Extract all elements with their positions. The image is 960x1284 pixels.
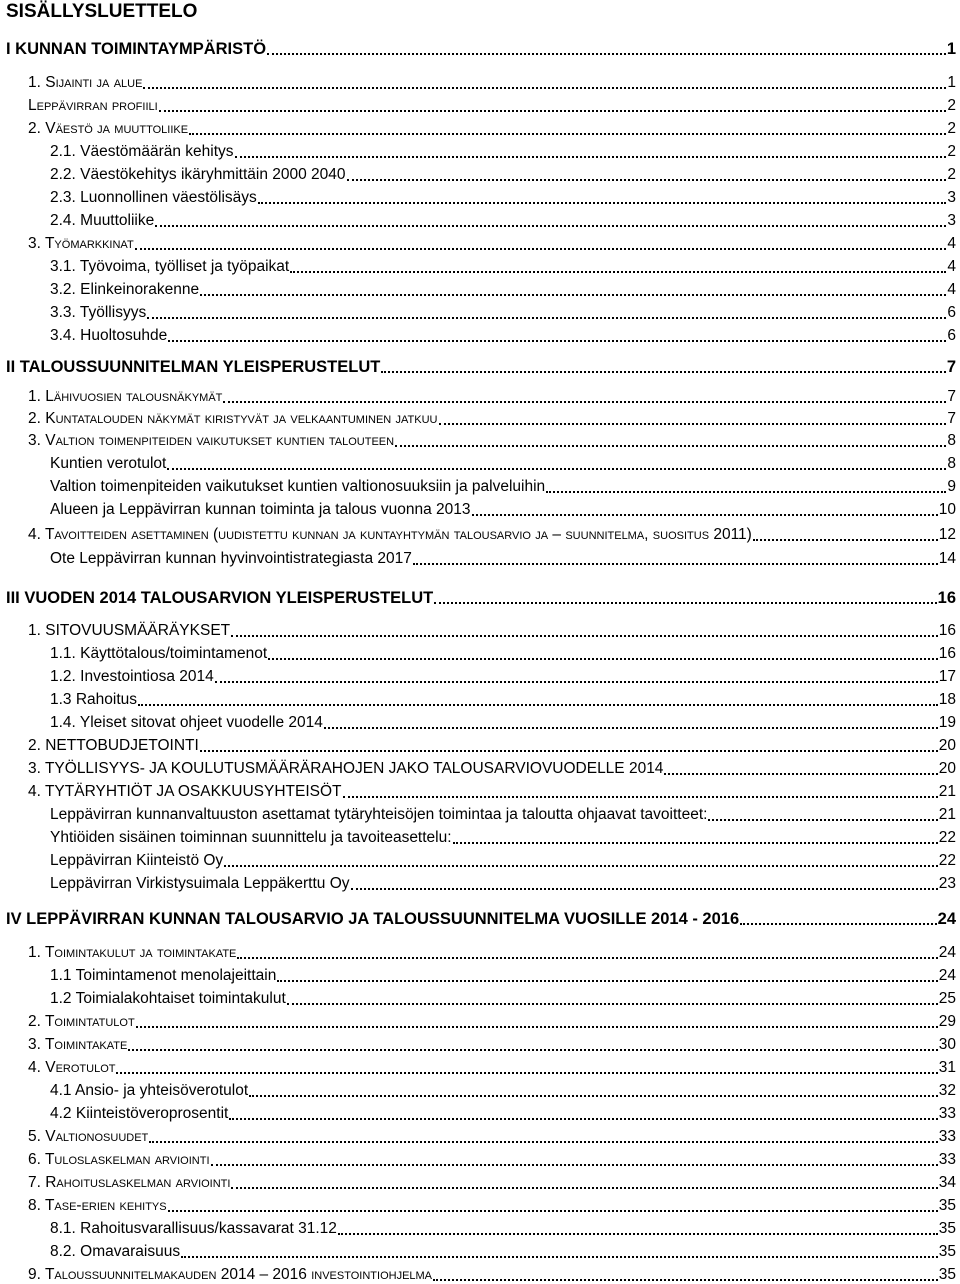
- dot-leader: [200, 746, 938, 752]
- toc-entry[interactable]: [50, 664, 956, 686]
- toc-entry-title: 4.2 Kiinteistöveroprosentit: [50, 1105, 229, 1122]
- toc-entry[interactable]: [28, 428, 956, 450]
- toc-entry[interactable]: [50, 546, 956, 568]
- dot-leader: [189, 129, 946, 135]
- toc-entry-title: 2. Toimintatulot: [28, 1013, 135, 1030]
- toc-entry-title: 3. Toimintakate: [28, 1036, 128, 1053]
- toc-page-number: 3: [947, 189, 956, 206]
- toc-page-number: 7: [946, 358, 956, 376]
- toc-entry[interactable]: [50, 1078, 956, 1100]
- dot-leader: [235, 152, 947, 158]
- toc-entry-title: 8.2. Omavaraisuus: [50, 1243, 181, 1260]
- toc-page-number: 2: [947, 97, 956, 114]
- dot-leader: [546, 487, 946, 493]
- toc-page-number: 22: [938, 829, 956, 846]
- toc-entry-title: 1. Lähivuosien talousnäkymät: [28, 388, 223, 405]
- dot-leader: [237, 953, 937, 959]
- toc-entry-title: 4. Verotulot: [28, 1059, 116, 1076]
- dot-leader: [395, 441, 946, 447]
- toc-entry-title: Alueen ja Leppävirran kunnan toiminta ja talous vuonna 2013: [50, 501, 471, 518]
- toc-entry-title: Ote Leppävirran kunnan hyvinvointistrategiasta 2017: [50, 550, 412, 567]
- toc-entry[interactable]: [50, 185, 956, 207]
- dot-leader: [434, 598, 936, 604]
- dot-leader: [135, 244, 947, 250]
- toc-entry-title: 3. TYÖLLISYYS- JA KOULUTUSMÄÄRÄRAHOJEN JAKO TALOUSARVIOVUODELLE 2014: [28, 760, 664, 777]
- dot-leader: [159, 106, 947, 112]
- toc-entry-title: Leppävirran Virkistysuimala Leppäkerttu Oy: [50, 875, 350, 892]
- toc-entry[interactable]: [50, 162, 956, 184]
- toc-entry[interactable]: [50, 986, 956, 1008]
- toc-page-number: 35: [938, 1266, 956, 1283]
- toc-page-number: 17: [938, 668, 956, 685]
- toc-entry[interactable]: [28, 93, 956, 115]
- toc-page-number: 9: [947, 478, 956, 495]
- toc-page-number: 35: [938, 1243, 956, 1260]
- toc-entry-title: 1.4. Yleiset sitovat ohjeet vuodelle 2014: [50, 714, 323, 731]
- toc-entry[interactable]: [50, 208, 956, 230]
- dot-leader: [224, 861, 938, 867]
- toc-entry[interactable]: [28, 384, 956, 406]
- dot-leader: [267, 49, 946, 55]
- toc-entry-title: 2. Kuntatalouden näkymät kiristyvät ja velkaantuminen jatkuu: [28, 410, 438, 427]
- toc-entry-title: 8.1. Rahoitusvarallisuus/kassavarat 31.12: [50, 1220, 337, 1237]
- toc-entry[interactable]: [28, 1055, 956, 1077]
- toc-entry-title: 1. Toimintakulut ja toimintakate: [28, 944, 237, 961]
- toc-entry-title: 3. Valtion toimenpiteiden vaikutukset kuntien talouteen: [28, 432, 395, 449]
- toc-page-number: 10: [938, 501, 956, 518]
- dot-leader: [381, 367, 945, 373]
- dot-leader: [413, 559, 938, 565]
- toc-page-number: 2: [947, 120, 956, 137]
- toc-section-heading[interactable]: [6, 906, 956, 928]
- toc-page-number: 21: [938, 783, 956, 800]
- toc-page-number: 3: [947, 212, 956, 229]
- dot-leader: [231, 1183, 937, 1189]
- toc-page-number: 31: [938, 1059, 956, 1076]
- toc-entry-title: 2.3. Luonnollinen väestölisäys: [50, 189, 257, 206]
- toc-entry[interactable]: [50, 963, 956, 985]
- toc-page-number: 6: [947, 304, 956, 321]
- toc-entry[interactable]: [50, 641, 956, 663]
- toc-entry[interactable]: [28, 1170, 956, 1192]
- toc-entry[interactable]: [28, 116, 956, 138]
- toc-page-number: 12: [938, 526, 956, 543]
- dot-leader: [168, 1206, 938, 1212]
- toc-entry-title: 4. Tavoitteiden asettaminen (uudistettu kunnan ja kuntayhtymän talousarvio ja – suunnitelma, suositus 2011): [28, 526, 752, 543]
- toc-entry[interactable]: [50, 1101, 956, 1123]
- dot-leader: [472, 510, 938, 516]
- toc-page-number: 18: [938, 691, 956, 708]
- toc-entry[interactable]: [28, 1032, 956, 1054]
- toc-entry[interactable]: [50, 474, 956, 496]
- toc-entry-title: 1.1 Toimintamenot menolajeittain: [50, 967, 277, 984]
- dot-leader: [223, 397, 946, 403]
- dot-leader: [149, 1137, 937, 1143]
- dot-leader: [215, 677, 938, 683]
- toc-page-number: 32: [938, 1082, 956, 1099]
- toc-page-number: 14: [938, 550, 956, 567]
- dot-leader: [664, 769, 937, 775]
- toc-page-number: 16: [938, 622, 956, 639]
- toc-entry[interactable]: [28, 1262, 956, 1284]
- toc-entry[interactable]: [50, 277, 956, 299]
- toc-entry[interactable]: [50, 871, 956, 893]
- toc-entry[interactable]: [50, 254, 956, 276]
- dot-leader: [740, 919, 937, 925]
- toc-entry-title: 3.4. Huoltosuhde: [50, 327, 168, 344]
- dot-leader: [347, 175, 947, 181]
- toc-entry-title: 3.2. Elinkeinorakenne: [50, 281, 200, 298]
- dot-leader: [168, 336, 946, 342]
- toc-page-number: 20: [938, 760, 956, 777]
- toc-entry-title: 3. Työmarkkinat: [28, 235, 134, 252]
- toc-entry[interactable]: [28, 756, 956, 778]
- toc-entry[interactable]: [28, 1193, 956, 1215]
- toc-page-number: 21: [938, 806, 956, 823]
- toc-entry[interactable]: [28, 733, 956, 755]
- dot-leader: [268, 654, 938, 660]
- toc-entry[interactable]: [50, 825, 956, 847]
- toc-page-number: 7: [947, 388, 956, 405]
- toc-entry-title: 9. Taloussuunnitelmakauden 2014 – 2016 investointiohjelma: [28, 1266, 433, 1283]
- toc-entry[interactable]: [50, 802, 956, 824]
- toc-entry-title: 1.1. Käyttötalous/toimintamenot: [50, 645, 268, 662]
- toc-entry-title: Kuntien verotulot: [50, 455, 167, 472]
- toc-page-number: 1: [947, 74, 956, 91]
- toc-entry[interactable]: [28, 1147, 956, 1169]
- toc-entry[interactable]: [50, 497, 956, 519]
- toc-page-number: 24: [937, 910, 956, 928]
- toc-section-heading[interactable]: [6, 585, 956, 607]
- dot-leader: [143, 83, 946, 89]
- dot-leader: [181, 1252, 938, 1258]
- toc-entry-title: 7. Rahoituslaskelman arviointi: [28, 1174, 231, 1191]
- toc-page-number: 24: [938, 944, 956, 961]
- toc-page-number: 1: [946, 40, 956, 58]
- toc-entry[interactable]: [28, 406, 956, 428]
- toc-entry-title: III VUODEN 2014 TALOUSARVION YLEISPERUSTELUT: [6, 589, 434, 607]
- dot-leader: [249, 1091, 938, 1097]
- toc-section-heading[interactable]: [6, 36, 956, 58]
- toc-entry-title: Valtion toimenpiteiden vaikutukset kuntien valtionosuuksiin ja palveluihin: [50, 478, 546, 495]
- toc-page-number: 33: [938, 1105, 956, 1122]
- toc-entry-title: 2. NETTOBUDJETOINTI: [28, 737, 199, 754]
- toc-page-number: 35: [938, 1220, 956, 1237]
- toc-entry[interactable]: [50, 323, 956, 345]
- toc-page-number: 25: [938, 990, 956, 1007]
- dot-leader: [155, 221, 946, 227]
- dot-leader: [338, 1229, 938, 1235]
- toc-entry[interactable]: [28, 522, 956, 544]
- toc-page-number: 2: [947, 166, 956, 183]
- toc-entry[interactable]: [50, 687, 956, 709]
- toc-page-number: 22: [938, 852, 956, 869]
- dot-leader: [211, 1160, 938, 1166]
- toc-page-number: 34: [938, 1174, 956, 1191]
- toc-entry-title: Yhtiöiden sisäinen toiminnan suunnittelu ja tavoiteasettelu:: [50, 829, 452, 846]
- toc-page-number: 2: [947, 143, 956, 160]
- toc-page-number: 24: [938, 967, 956, 984]
- dot-leader: [116, 1068, 937, 1074]
- dot-leader: [229, 1114, 937, 1120]
- toc-entry[interactable]: [28, 231, 956, 253]
- dot-leader: [290, 267, 946, 273]
- toc-entry-title: 3.1. Työvoima, työlliset ja työpaikat: [50, 258, 290, 275]
- toc-entry-title: 3.3. Työllisyys: [50, 304, 147, 321]
- dot-leader: [138, 700, 938, 706]
- dot-leader: [439, 419, 947, 425]
- toc-page-number: 6: [947, 327, 956, 344]
- toc-entry[interactable]: [28, 940, 956, 962]
- toc-entry[interactable]: [50, 451, 956, 473]
- toc-page-number: 30: [938, 1036, 956, 1053]
- toc-entry[interactable]: [50, 139, 956, 161]
- toc-entry-title: 5. Valtionosuudet: [28, 1128, 149, 1145]
- toc-entry[interactable]: [50, 300, 956, 322]
- toc-title: SISÄLLYSLUETTELO: [6, 1, 198, 22]
- toc-section-heading[interactable]: [6, 354, 956, 376]
- toc-entry[interactable]: [50, 848, 956, 870]
- toc-page-number: 20: [938, 737, 956, 754]
- dot-leader: [453, 838, 938, 844]
- toc-page-number: 19: [938, 714, 956, 731]
- toc-entry-title: 1.2 Toimialakohtaiset toimintakulut: [50, 990, 286, 1007]
- toc-entry-title: I KUNNAN TOIMINTAYMPÄRISTÖ: [6, 40, 267, 58]
- dot-leader: [231, 631, 938, 637]
- toc-entry[interactable]: [28, 70, 956, 92]
- toc-entry-title: 2. Väestö ja muuttoliike: [28, 120, 189, 137]
- toc-entry[interactable]: [28, 1124, 956, 1146]
- dot-leader: [147, 313, 946, 319]
- dot-leader: [128, 1045, 937, 1051]
- toc-entry[interactable]: [28, 1009, 956, 1031]
- toc-entry[interactable]: [28, 779, 956, 801]
- toc-entry-title: 1.3 Rahoitus: [50, 691, 138, 708]
- dot-leader: [753, 535, 938, 541]
- toc-entry-title: Leppävirran Kiinteistö Oy: [50, 852, 224, 869]
- toc-entry-title: 1. SITOVUUSMÄÄRÄYKSET: [28, 622, 231, 639]
- dot-leader: [136, 1022, 938, 1028]
- toc-entry-title: 1. Sijainti ja alue: [28, 74, 143, 91]
- toc-page-number: 23: [938, 875, 956, 892]
- toc-entry-title: Leppävirran profiili: [28, 97, 158, 114]
- dot-leader: [324, 723, 938, 729]
- toc-page-number: 8: [947, 455, 956, 472]
- dot-leader: [258, 198, 947, 204]
- toc-entry-title: 2.4. Muuttoliike: [50, 212, 155, 229]
- dot-leader: [351, 884, 938, 890]
- toc-page-number: 8: [947, 432, 956, 449]
- toc-entry-title: 2.2. Väestökehitys ikäryhmittäin 2000 2040: [50, 166, 346, 183]
- toc-entry-title: 6. Tuloslaskelman arviointi: [28, 1151, 210, 1168]
- toc-entry-title: II TALOUSSUUNNITELMAN YLEISPERUSTELUT: [6, 358, 381, 376]
- toc-page-number: 7: [947, 410, 956, 427]
- toc-page-number: 33: [938, 1128, 956, 1145]
- toc-entry-title: 4.1 Ansio- ja yhteisöverotulot: [50, 1082, 249, 1099]
- toc-page-number: 4: [947, 235, 956, 252]
- toc-entry[interactable]: [50, 1239, 956, 1261]
- toc-page-number: 4: [947, 281, 956, 298]
- toc-page-number: 29: [938, 1013, 956, 1030]
- toc-entry-title: IV LEPPÄVIRRAN KUNNAN TALOUSARVIO JA TALOUSSUUNNITELMA VUOSILLE 2014 - 2016: [6, 910, 740, 928]
- toc-entry[interactable]: [50, 1216, 956, 1238]
- toc-entry-title: 1.2. Investointiosa 2014: [50, 668, 214, 685]
- dot-leader: [433, 1275, 938, 1281]
- toc-page-number: 4: [947, 258, 956, 275]
- toc-entry-title: 4. TYTÄRYHTIÖT JA OSAKKUUSYHTEISÖT: [28, 783, 342, 800]
- dot-leader: [287, 999, 938, 1005]
- dot-leader: [343, 792, 938, 798]
- dot-leader: [277, 976, 937, 982]
- toc-entry-title: Leppävirran kunnanvaltuuston asettamat tytäryhteisöjen toimintaa ja taloutta ohjaavat tavoitteet:: [50, 806, 708, 823]
- dot-leader: [708, 815, 937, 821]
- dot-leader: [200, 290, 946, 296]
- dot-leader: [167, 464, 946, 470]
- toc-entry[interactable]: [50, 710, 956, 732]
- toc-page-number: 16: [938, 645, 956, 662]
- toc-entry[interactable]: [28, 618, 956, 640]
- toc-entry-title: 8. Tase-erien kehitys: [28, 1197, 167, 1214]
- toc-page-number: 33: [938, 1151, 956, 1168]
- toc-entry-title: 2.1. Väestömäärän kehitys: [50, 143, 234, 160]
- toc-page-number: 35: [938, 1197, 956, 1214]
- toc-page-number: 16: [937, 589, 956, 607]
